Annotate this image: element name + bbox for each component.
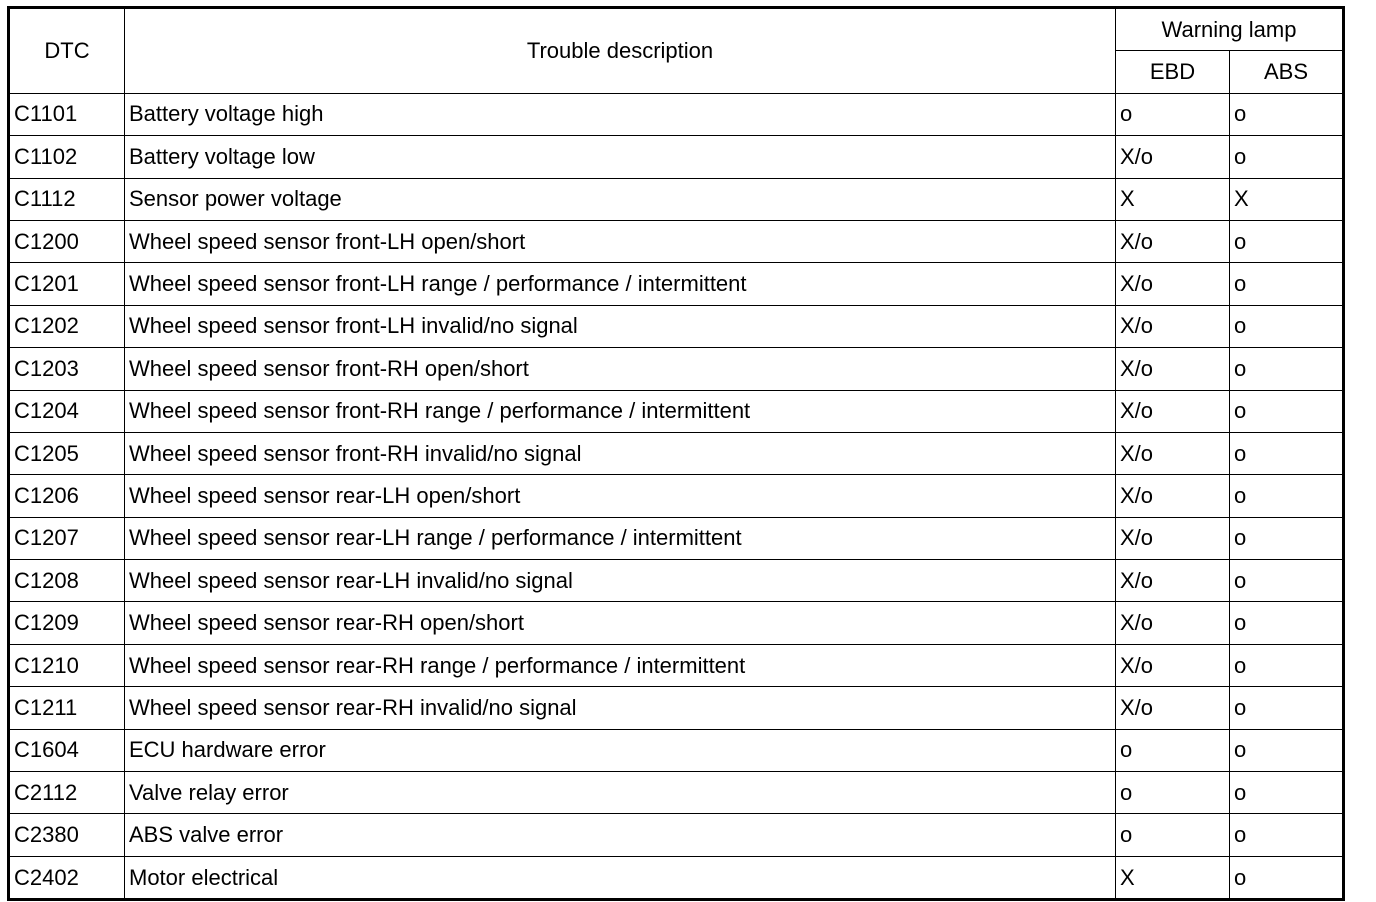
trouble-description-cell: Wheel speed sensor rear-RH range / performance / intermittent — [125, 644, 1116, 686]
abs-lamp-cell: o — [1230, 93, 1344, 135]
abs-lamp-cell: o — [1230, 772, 1344, 814]
trouble-description-cell: ECU hardware error — [125, 729, 1116, 771]
dtc-code-cell: C1203 — [9, 348, 125, 390]
ebd-lamp-cell: X/o — [1116, 263, 1230, 305]
table-row — [9, 178, 1344, 220]
table-row — [9, 432, 1344, 474]
table-row — [9, 644, 1344, 686]
table-row — [9, 93, 1344, 135]
dtc-code-cell: C1209 — [9, 602, 125, 644]
dtc-code-cell: C1207 — [9, 517, 125, 559]
abs-lamp-cell: o — [1230, 136, 1344, 178]
abs-lamp-cell: o — [1230, 305, 1344, 347]
ebd-lamp-cell: o — [1116, 814, 1230, 856]
dtc-table — [7, 6, 1345, 901]
table-row — [9, 390, 1344, 432]
trouble-description-cell: Wheel speed sensor rear-LH invalid/no signal — [125, 560, 1116, 602]
ebd-lamp-cell: X/o — [1116, 432, 1230, 474]
abs-lamp-cell: o — [1230, 263, 1344, 305]
table-body — [9, 93, 1344, 899]
dtc-code-cell: C1200 — [9, 220, 125, 262]
abs-lamp-cell: o — [1230, 729, 1344, 771]
abs-lamp-cell: X — [1230, 178, 1344, 220]
header-trouble-description: Trouble description — [125, 8, 1116, 94]
dtc-code-cell: C1604 — [9, 729, 125, 771]
trouble-description-cell: Battery voltage high — [125, 93, 1116, 135]
ebd-lamp-cell: X/o — [1116, 475, 1230, 517]
trouble-description-cell: Wheel speed sensor front-LH range / performance / intermittent — [125, 263, 1116, 305]
trouble-description-cell: Motor electrical — [125, 856, 1116, 899]
ebd-lamp-cell: X — [1116, 856, 1230, 899]
header-row-top — [9, 8, 1344, 51]
abs-lamp-cell: o — [1230, 687, 1344, 729]
trouble-description-cell: Sensor power voltage — [125, 178, 1116, 220]
ebd-lamp-cell: o — [1116, 93, 1230, 135]
abs-lamp-cell: o — [1230, 220, 1344, 262]
trouble-description-cell: Wheel speed sensor front-RH open/short — [125, 348, 1116, 390]
ebd-lamp-cell: X/o — [1116, 644, 1230, 686]
trouble-description-cell: Wheel speed sensor rear-LH range / performance / intermittent — [125, 517, 1116, 559]
table-row — [9, 305, 1344, 347]
dtc-code-cell: C1208 — [9, 560, 125, 602]
table-header — [9, 8, 1344, 94]
abs-lamp-cell: o — [1230, 390, 1344, 432]
trouble-description-cell: Wheel speed sensor front-RH range / performance / intermittent — [125, 390, 1116, 432]
abs-lamp-cell: o — [1230, 560, 1344, 602]
table-row — [9, 602, 1344, 644]
dtc-code-cell: C1201 — [9, 263, 125, 305]
abs-lamp-cell: o — [1230, 856, 1344, 899]
trouble-description-cell: Wheel speed sensor rear-LH open/short — [125, 475, 1116, 517]
abs-lamp-cell: o — [1230, 517, 1344, 559]
trouble-description-cell: Wheel speed sensor rear-RH open/short — [125, 602, 1116, 644]
abs-lamp-cell: o — [1230, 348, 1344, 390]
ebd-lamp-cell: X/o — [1116, 348, 1230, 390]
abs-lamp-cell: o — [1230, 644, 1344, 686]
dtc-code-cell: C1202 — [9, 305, 125, 347]
trouble-description-cell: Wheel speed sensor front-LH invalid/no signal — [125, 305, 1116, 347]
dtc-code-cell: C1112 — [9, 178, 125, 220]
table-row — [9, 348, 1344, 390]
ebd-lamp-cell: X/o — [1116, 560, 1230, 602]
ebd-lamp-cell: X/o — [1116, 220, 1230, 262]
dtc-code-cell: C2112 — [9, 772, 125, 814]
dtc-code-cell: C1206 — [9, 475, 125, 517]
table-row — [9, 729, 1344, 771]
ebd-lamp-cell: X/o — [1116, 517, 1230, 559]
table-row — [9, 687, 1344, 729]
abs-lamp-cell: o — [1230, 475, 1344, 517]
ebd-lamp-cell: o — [1116, 729, 1230, 771]
dtc-code-cell: C1211 — [9, 687, 125, 729]
dtc-code-cell: C1205 — [9, 432, 125, 474]
dtc-code-cell: C1101 — [9, 93, 125, 135]
table-row — [9, 136, 1344, 178]
trouble-description-cell: Wheel speed sensor front-RH invalid/no signal — [125, 432, 1116, 474]
abs-lamp-cell: o — [1230, 432, 1344, 474]
table-row — [9, 814, 1344, 856]
dtc-code-cell: C1204 — [9, 390, 125, 432]
dtc-code-cell: C1102 — [9, 136, 125, 178]
dtc-code-cell: C2402 — [9, 856, 125, 899]
abs-lamp-cell: o — [1230, 602, 1344, 644]
table-row — [9, 517, 1344, 559]
table-row — [9, 772, 1344, 814]
trouble-description-cell: Valve relay error — [125, 772, 1116, 814]
table-row — [9, 263, 1344, 305]
table-row — [9, 475, 1344, 517]
table-row — [9, 220, 1344, 262]
header-warning-lamp: Warning lamp — [1116, 8, 1344, 51]
trouble-description-cell: Wheel speed sensor rear-RH invalid/no signal — [125, 687, 1116, 729]
ebd-lamp-cell: X/o — [1116, 305, 1230, 347]
trouble-description-cell: Wheel speed sensor front-LH open/short — [125, 220, 1116, 262]
header-abs: ABS — [1230, 51, 1344, 93]
ebd-lamp-cell: X/o — [1116, 390, 1230, 432]
header-dtc: DTC — [9, 8, 125, 94]
dtc-code-cell: C2380 — [9, 814, 125, 856]
header-ebd: EBD — [1116, 51, 1230, 93]
ebd-lamp-cell: X — [1116, 178, 1230, 220]
trouble-description-cell: Battery voltage low — [125, 136, 1116, 178]
ebd-lamp-cell: X/o — [1116, 602, 1230, 644]
ebd-lamp-cell: X/o — [1116, 136, 1230, 178]
ebd-lamp-cell: X/o — [1116, 687, 1230, 729]
ebd-lamp-cell: o — [1116, 772, 1230, 814]
table-row — [9, 560, 1344, 602]
dtc-code-cell: C1210 — [9, 644, 125, 686]
table-row — [9, 856, 1344, 899]
abs-lamp-cell: o — [1230, 814, 1344, 856]
trouble-description-cell: ABS valve error — [125, 814, 1116, 856]
